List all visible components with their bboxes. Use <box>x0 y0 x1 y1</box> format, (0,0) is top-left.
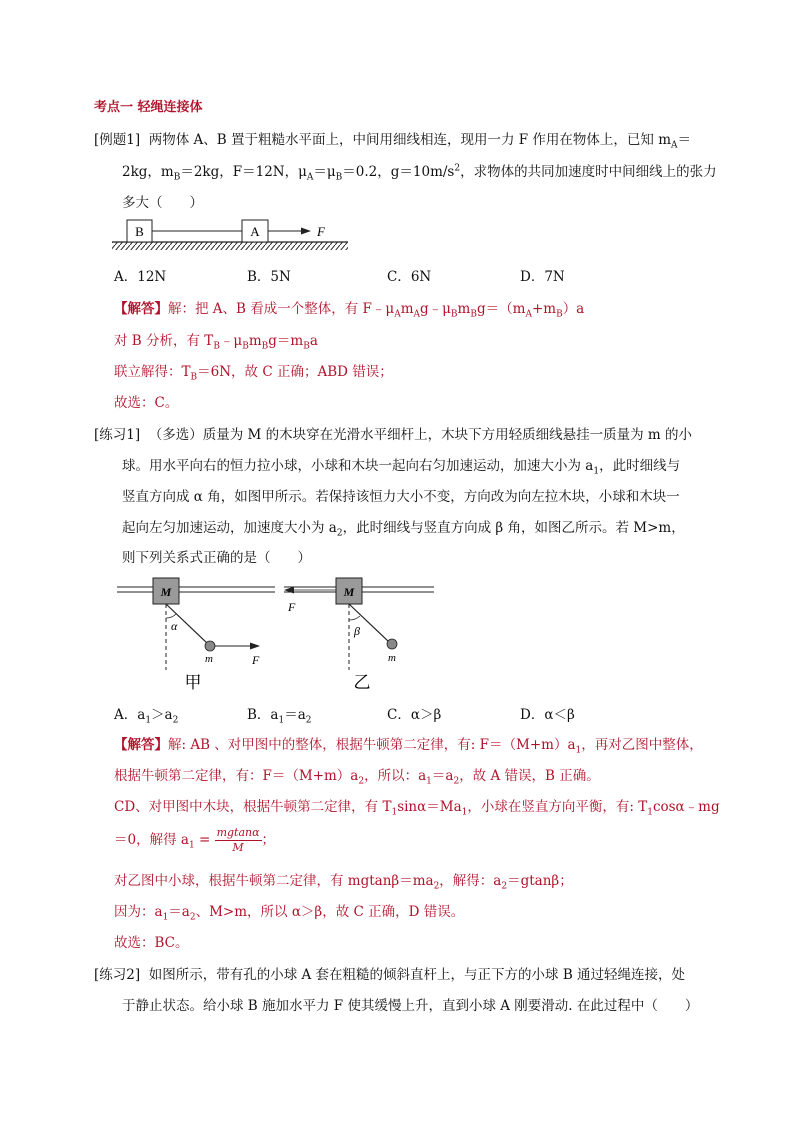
example1-option-a[interactable]: A．12N <box>114 269 167 285</box>
svg-text:m: m <box>388 652 396 664</box>
practice1-question-line5: 则下列关系式正确的是（ ） <box>122 550 311 566</box>
example1-option-d[interactable]: D．7N <box>520 269 565 285</box>
practice1-option-d[interactable]: D．α＜β <box>520 707 575 723</box>
example1-option-b[interactable]: B．5N <box>247 269 291 285</box>
svg-text:M: M <box>343 585 355 599</box>
practice1-figure-yi <box>282 575 437 695</box>
fraction: $\frac{mgtan\alpha}{M}$ <box>216 826 260 854</box>
practice1-answer-line1: 【解答】解: AB 、对甲图中的整体，根据牛顿第二定律，有: $F=(M+m)a_1$，再对乙图中整体， <box>114 737 703 756</box>
example1-answer-line2: 对 B 分析，有 $T_B﹣\mu_Bm_Bg=m_Ba$ <box>114 333 318 352</box>
practice1-option-c[interactable]: C．α＞β <box>387 707 442 723</box>
svg-text:β: β <box>354 624 360 638</box>
example1-answer-line1: 【解答】解：把 A、B 看成一个整体，有 $F﹣\mu_Am_Ag﹣\mu_Bm_Bg=(m_A+m_B)a$ <box>114 301 585 320</box>
practice2-question-line1: [练习2] 如图所示，带有孔的小球 A 套在粗糙的倾斜直杆上，与正下方的小球 B 通过轻绳连接，处 <box>94 967 686 983</box>
example1-answer-line3: 联立解得：$T_B=6N$，故 C 正确；ABD 错误； <box>114 364 393 383</box>
practice1-answer-line6: 因为：$a_1=a_2$、M>m，所以 α＞β，故 C 正确，D 错误。 <box>114 904 465 923</box>
practice1-answer-line3: CD、对甲图中木块，根据牛顿第二定律，有 $T_1\sin\alpha=Ma_1$，小球在竖直方向平衡，有: $T_1\cos\alpha﹣mg$ <box>114 799 720 818</box>
section-title: 考点一 轻绳连接体 <box>94 100 203 115</box>
example1-answer-line4: 故选：C。 <box>114 395 179 411</box>
ball-m <box>205 641 215 651</box>
practice1-tag: [练习1] <box>94 427 141 443</box>
svg-text:M: M <box>160 585 172 599</box>
block-b-label: B <box>135 224 144 239</box>
practice1-question-line4: 起向左匀加速运动，加速度大小为 $a_2$，此时细线与竖直方向成 β 角，如图乙所示。若 M>m， <box>122 520 685 539</box>
example1-question-line2: 2kg，$m_B=2kg$，F＝12N，$\mu_A=\mu_B=0.2$，$g=10m/s^2$，求物体的共同加速度时中间细线上的张力 <box>122 163 717 183</box>
practice1-figure-jia <box>115 575 275 695</box>
practice1-option-a[interactable]: A．$a_1>a_2$ <box>114 707 179 726</box>
figure-caption-jia: 甲 <box>184 673 202 692</box>
example1-question-line1: [例题1] 两物体 A、B 置于粗糙水平面上，中间用细线相连，现用一力 F 作用在物体上，已知 $m_A=$ <box>94 132 692 151</box>
svg-text:F: F <box>252 653 260 667</box>
example1-option-c[interactable]: C．6N <box>387 269 432 285</box>
ball-m <box>387 639 397 649</box>
practice2-question-line2: 于静止状态。给小球 B 施加水平力 F 使其缓慢上升，直到小球 A 刚要滑动. 在此过程中（ ） <box>122 998 699 1014</box>
block-a-label: A <box>250 224 260 239</box>
practice1-answer-line2: 根据牛顿第二定律，有：$F=(M+m)a_2$，所以：$a_1=a_2$，故 A 错误，B 正确。 <box>114 768 600 787</box>
example1-figure <box>110 215 350 257</box>
svg-text:F: F <box>288 600 296 614</box>
practice1-option-b[interactable]: B．$a_1=a_2$ <box>247 707 312 726</box>
svg-text:m: m <box>205 653 213 665</box>
example1-question-line3: 多大（ ） <box>122 195 203 211</box>
practice1-answer-line7: 故选：BC。 <box>114 935 189 951</box>
practice1-answer-line5: 对乙图中小球，根据牛顿第二定律，有 $mgtan\beta=ma_2$，解得：$a_2=gtan\beta$； <box>114 873 573 892</box>
practice2-tag: [练习2] <box>94 967 141 983</box>
practice1-answer-line4: ＝0，解得 $a_1$ = $\frac{mgtan\alpha}{M}$ ； <box>114 826 276 854</box>
answer-tag: 【解答】 <box>114 301 168 317</box>
example1-tag: [例题1] <box>94 132 141 148</box>
svg-text:α: α <box>171 619 178 633</box>
practice1-question-line3: 竖直方向成 α 角，如图甲所示。若保持该恒力大小不变，方向改为向左拉木块，小球和木块一 <box>122 489 680 505</box>
figure-caption-yi: 乙 <box>353 673 371 692</box>
practice1-question-line2: 球。用水平向右的恒力拉小球，小球和木块一起向右匀加速运动，加速大小为 $a_1$，此时细线与 <box>122 458 681 477</box>
force-label: F <box>317 224 325 239</box>
practice1-question-line1: [练习1] （多选）质量为 M 的木块穿在光滑水平细杆上，木块下方用轻质细线悬挂一质量为 m 的小 <box>94 427 693 443</box>
answer-tag: 【解答】 <box>114 737 168 753</box>
